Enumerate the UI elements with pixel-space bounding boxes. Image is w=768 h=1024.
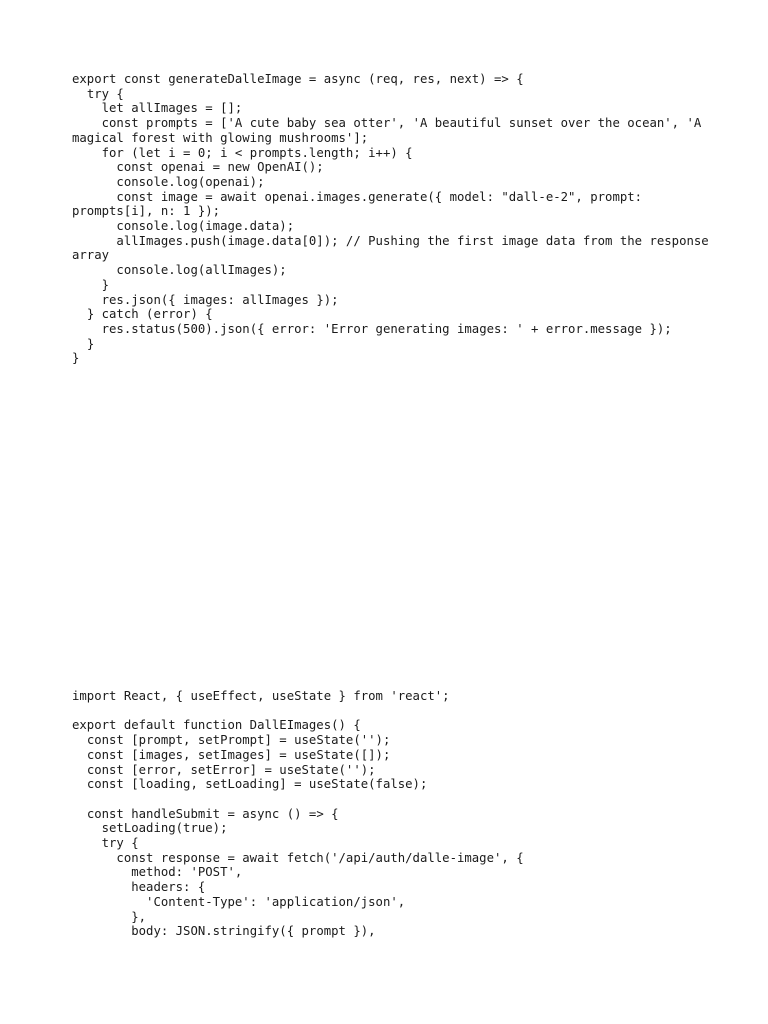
code-line: const prompts = ['A cute baby sea otter', 'A beautiful sunset over the ocean', 'A magical forest with glowing mushrooms']; xyxy=(72,116,709,145)
code-line xyxy=(72,792,712,807)
code-line: try { xyxy=(72,86,124,101)
code-line: body: JSON.stringify({ prompt }), xyxy=(72,924,376,939)
code-line: }, xyxy=(72,909,147,924)
code-line: setLoading(true); xyxy=(72,821,228,836)
code-line: headers: { xyxy=(72,880,206,895)
code-line: method: 'POST', xyxy=(72,865,243,880)
code-line: } xyxy=(72,351,80,366)
code-line: console.log(allImages); xyxy=(72,263,287,278)
code-line: } catch (error) { xyxy=(72,307,213,322)
code-line: import React, { useEffect, useState } from 'react'; xyxy=(72,689,450,703)
code-line: } xyxy=(72,277,110,292)
code-line: export default function DallEImages() { xyxy=(72,718,361,733)
code-line xyxy=(72,704,712,719)
code-line: export const generateDalleImage = async (req, res, next) => { xyxy=(72,72,524,86)
code-line: try { xyxy=(72,836,139,850)
code-line: let allImages = []; xyxy=(72,101,243,116)
code-line: const openai = new OpenAI(); xyxy=(72,160,324,175)
code-line: res.status(500).json({ error: 'Error generating images: ' + error.message }); xyxy=(72,321,672,336)
code-line: const [loading, setLoading] = useState(false); xyxy=(72,777,428,792)
code-line: for (let i = 0; i < prompts.length; i++) { xyxy=(72,145,413,160)
code-line: const handleSubmit = async () => { xyxy=(72,806,339,821)
code-line: console.log(image.data); xyxy=(72,219,295,234)
code-line: allImages.push(image.data[0]); // Pushing the first image data from the response array xyxy=(72,233,717,263)
code-line: } xyxy=(72,336,95,351)
code-line: 'Content-Type': 'application/json', xyxy=(72,894,406,909)
code-line: console.log(openai); xyxy=(72,174,265,189)
code-line: const [error, setError] = useState(''); xyxy=(72,762,376,777)
code-line: const response = await fetch('/api/auth/dalle-image', { xyxy=(72,850,524,865)
code-line: res.json({ images: allImages }); xyxy=(72,292,339,307)
code-block-generate-dalle-image xyxy=(72,72,717,366)
code-line: const [prompt, setPrompt] = useState(''); xyxy=(72,733,391,748)
code-line: const [images, setImages] = useState([]); xyxy=(72,747,391,762)
code-line: const image = await openai.images.generate({ model: "dall-e-2", prompt: prompts[i], n: 1 }); xyxy=(72,189,650,219)
code-block-dalle-images-component xyxy=(72,689,712,939)
